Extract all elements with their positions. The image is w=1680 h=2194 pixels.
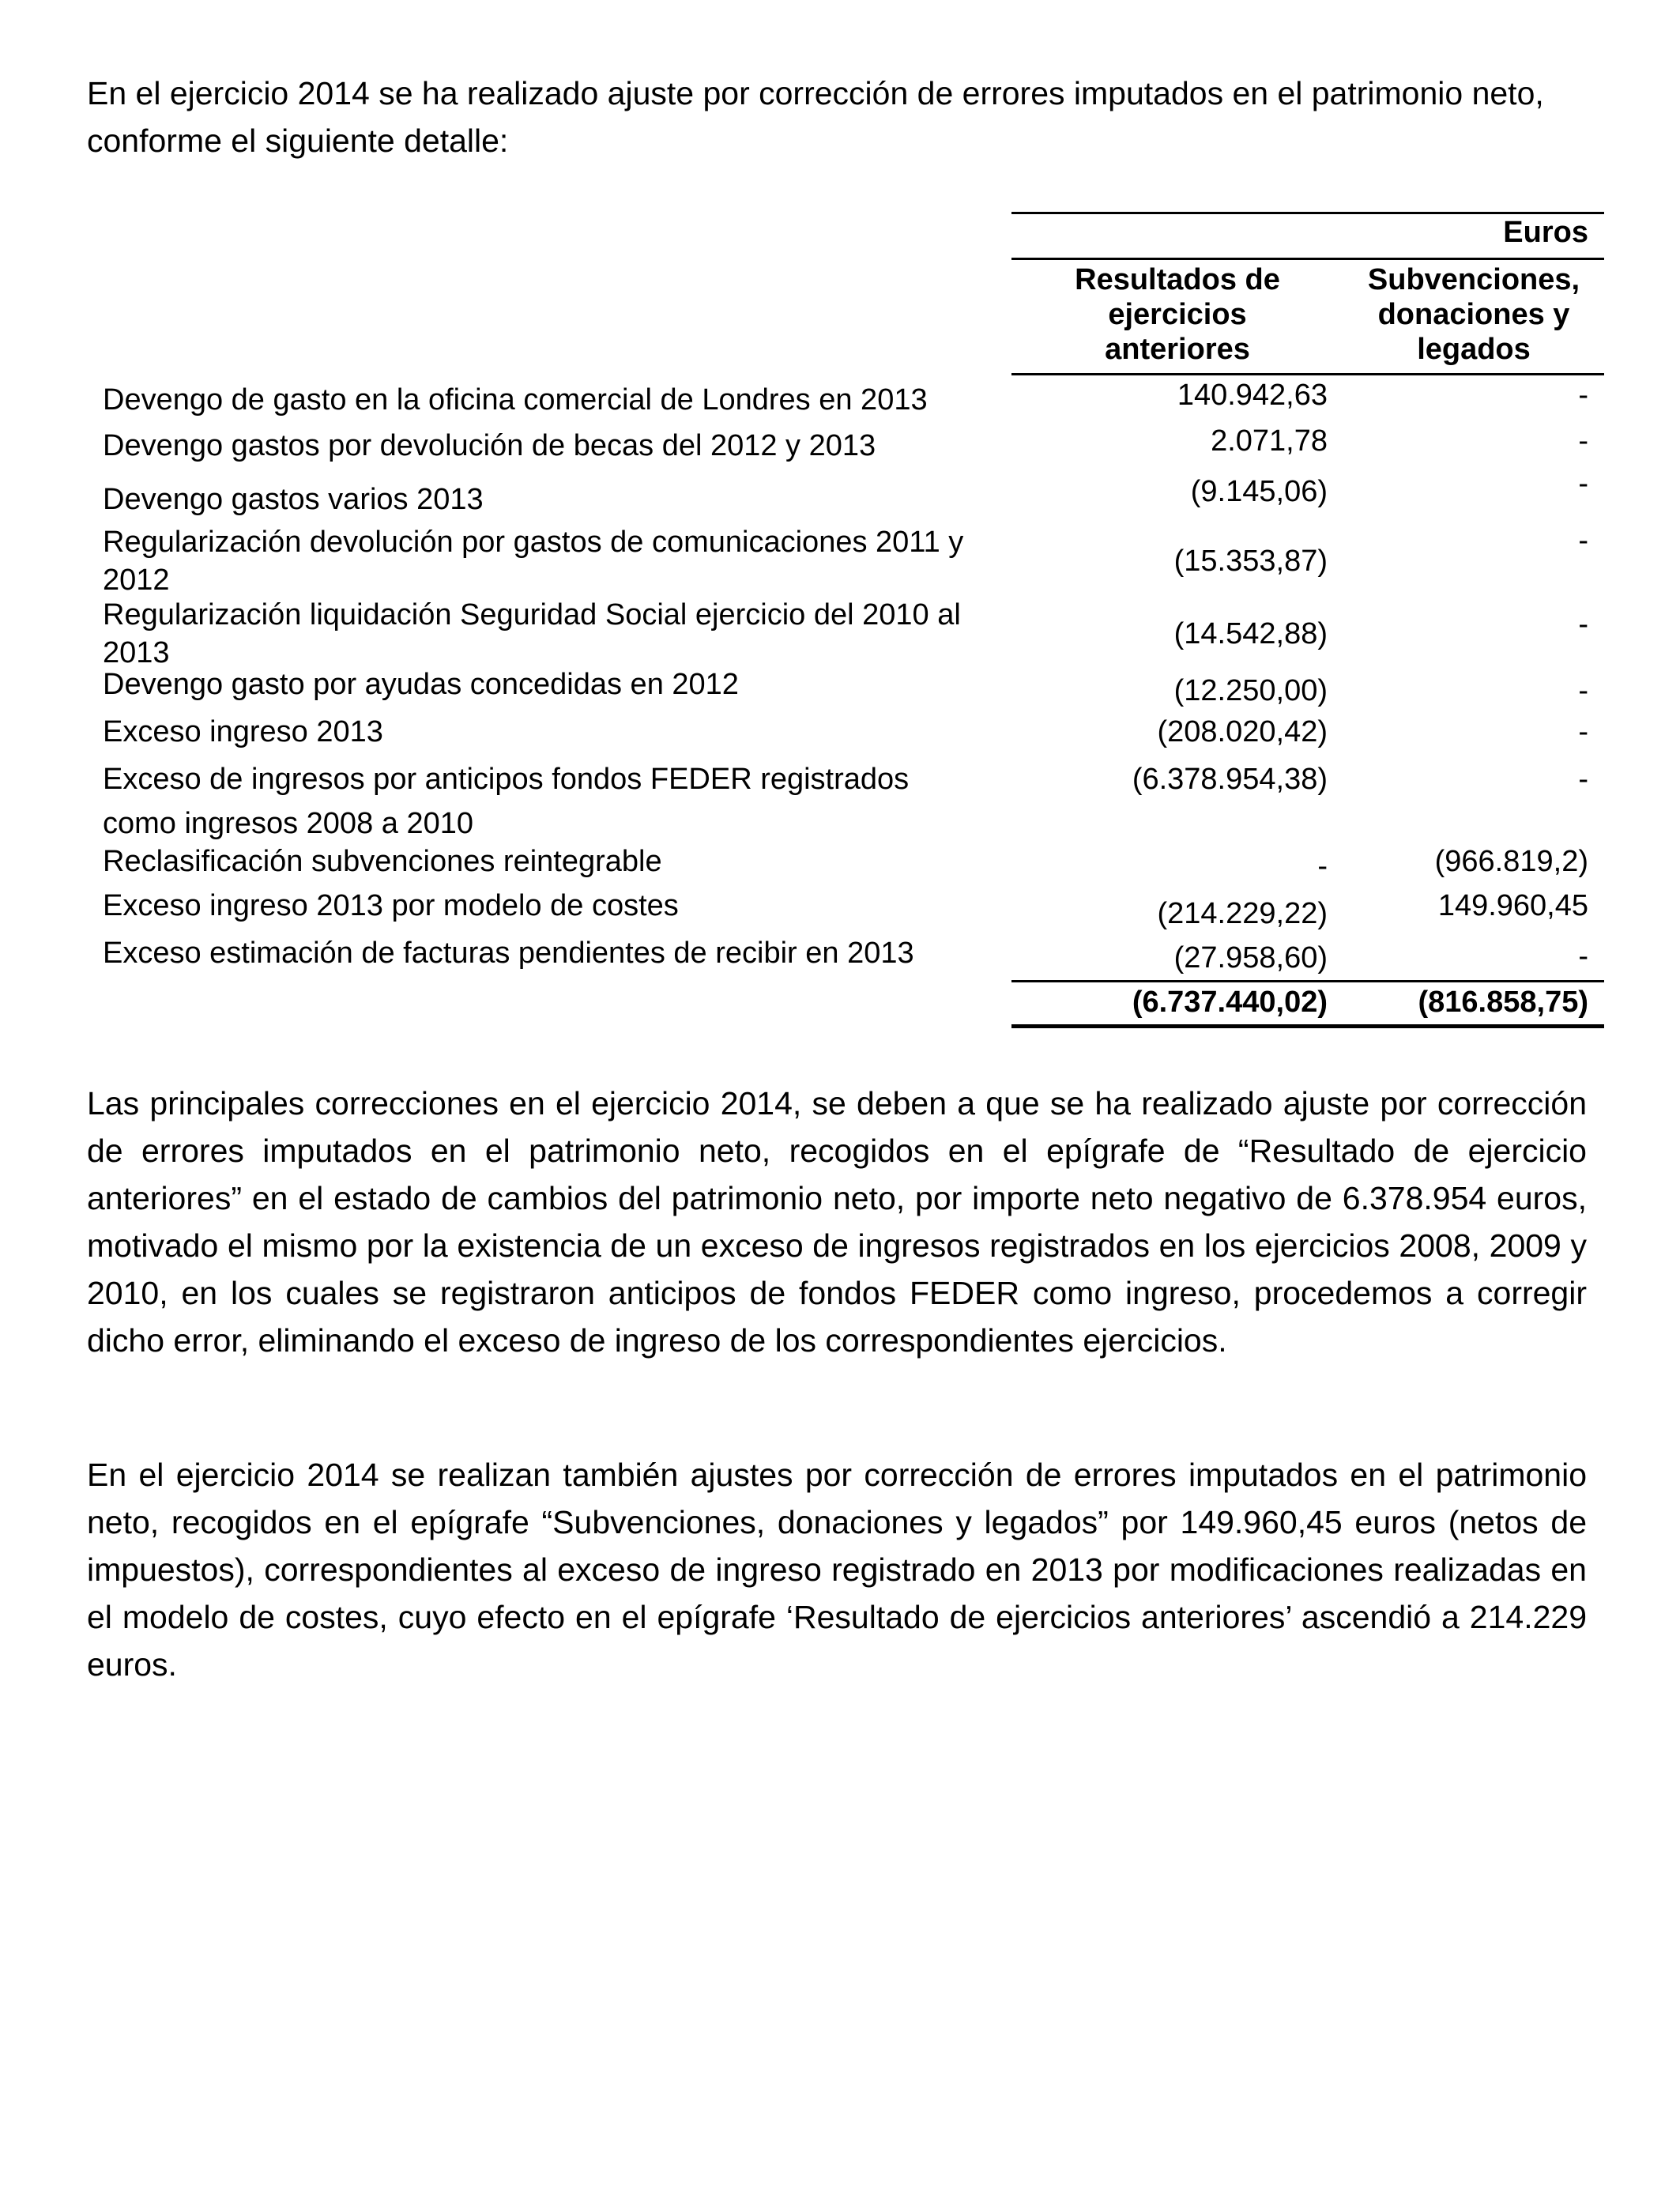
column-header-rule	[1011, 373, 1604, 375]
total-value-subsidies: (816.858,75)	[1418, 986, 1588, 1019]
row-label: Regularización liquidación Seguridad Social ejercicio del 2010 al 2013	[103, 598, 961, 669]
row-label: Exceso estimación de facturas pendientes de recibir en 2013	[103, 937, 914, 970]
row-value-subsidies: -	[1578, 379, 1588, 412]
row-value-results: 140.942,63	[1177, 379, 1328, 412]
row-value-subsidies: -	[1578, 424, 1588, 458]
row-label: Regularización devolución por gastos de comunicaciones 2011 y 2012	[103, 526, 964, 597]
column-header-results: Resultados de ejercicios anteriores	[1075, 263, 1280, 366]
total-rule	[1011, 980, 1604, 982]
row-value-results: 2.071,78	[1211, 424, 1328, 458]
row-value-subsidies: 149.960,45	[1437, 889, 1588, 922]
row-label: Devengo gastos varios 2013	[103, 483, 484, 516]
row-value-subsidies: (966.819,2)	[1434, 845, 1588, 878]
total-value-results: (6.737.440,02)	[1132, 986, 1328, 1019]
row-label: Devengo de gasto en la oficina comercial de Londres en 2013	[103, 383, 928, 417]
row-value-results: (14.542,88)	[1173, 617, 1328, 650]
row-value-subsidies: -	[1578, 674, 1588, 707]
total-double-rule	[1011, 1024, 1604, 1028]
adjustment-paragraph: En el ejercicio 2014 se realizan también ajustes por corrección de errores imputados en el patrimonio neto, recogidos en el epígrafe “Subvenciones, donaciones y legados” por 149.960,45 euros (netos de impuestos), correspondientes al exceso de ingreso registrado en 2013 por modificaciones realizadas en el modelo de costes, cuyo efecto en el epígrafe ‘Resultado de ejercicios anteriores’ ascendió a 214.229 euros.	[87, 1457, 1587, 1683]
row-value-results: (208.020,42)	[1157, 715, 1328, 748]
row-value-results: (9.145,06)	[1190, 475, 1328, 508]
row-label: Exceso ingreso 2013 por modelo de costes	[103, 889, 679, 922]
row-value-results: (27.958,60)	[1173, 941, 1328, 974]
row-value-results: (6.378.954,38)	[1132, 763, 1328, 796]
row-value-subsidies: -	[1578, 763, 1588, 796]
row-value-results: (12.250,00)	[1173, 674, 1328, 707]
row-value-subsidies: -	[1578, 524, 1588, 557]
explanation-paragraph: Las principales correcciones en el ejercicio 2014, se deben a que se ha realizado ajuste por corrección de errores imputados en el patrimonio neto, recogidos en el epígrafe de “Resultado de ejercicio anteriores” en el estado de cambios del patrimonio neto, por importe neto negativo de 6.378.954 euros, motivado el mismo por la existencia de un exceso de ingresos registrados en los ejercicios 2008, 2009 y 2010, en los cuales se registraron anticipos de fondos FEDER como ingreso, procedemos a corregir dicho error, eliminando el exceso de ingreso de los correspondientes ejercicios.	[87, 1085, 1587, 1359]
currency-header: Euros	[1503, 216, 1588, 249]
row-label: Exceso de ingresos por anticipos fondos FEDER registrados como ingresos 2008 a 2010	[103, 763, 910, 840]
row-value-subsidies: -	[1578, 940, 1588, 973]
intro-paragraph: En el ejercicio 2014 se ha realizado ajuste por corrección de errores imputados en el patrimonio neto, conforme el siguiente detalle:	[87, 75, 1544, 159]
table-top-rule	[1011, 212, 1604, 214]
row-value-subsidies: -	[1578, 467, 1588, 500]
row-label: Devengo gastos por devolución de becas del 2012 y 2013	[103, 429, 876, 462]
row-value-results: -	[1317, 850, 1328, 883]
row-value-results: (15.353,87)	[1173, 545, 1328, 578]
row-value-results: (214.229,22)	[1157, 897, 1328, 930]
row-value-subsidies: -	[1578, 715, 1588, 748]
header-rule	[1011, 258, 1604, 260]
column-header-subsidies: Subvenciones, donaciones y legados	[1367, 263, 1580, 366]
row-value-subsidies: -	[1578, 608, 1588, 641]
row-label: Exceso ingreso 2013	[103, 715, 383, 748]
row-label: Reclasificación subvenciones reintegrable	[103, 845, 662, 878]
row-label: Devengo gasto por ayudas concedidas en 2012	[103, 668, 739, 701]
